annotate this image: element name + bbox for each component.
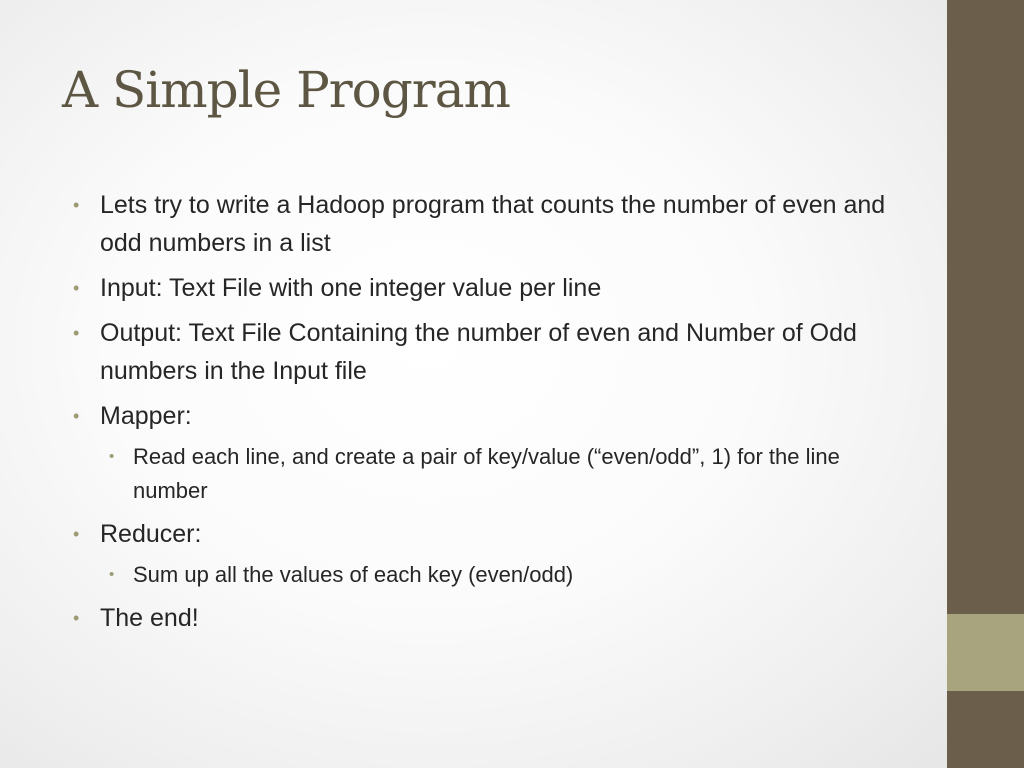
bullet-text: Read each line, and create a pair of key/value (“even/odd”, 1) for the line number [133, 444, 840, 503]
bullet-item [70, 269, 900, 307]
bullet-item [70, 314, 900, 390]
bullet-text: Reducer: [100, 520, 202, 548]
bullet-text: Mapper: [100, 402, 192, 430]
slide-title: A Simple Program [62, 61, 510, 119]
sub-bullet-item [70, 440, 900, 508]
bullet-dot-icon: • [73, 608, 80, 628]
bullet-text: Lets try to write a Hadoop program that counts the number of even and odd numbers in a list [100, 191, 886, 257]
bullet-dot-icon: • [73, 406, 80, 426]
sub-bullet-item [70, 558, 900, 592]
bullet-dot-icon: • [109, 566, 115, 583]
bullet-dot-icon: • [73, 323, 80, 343]
bullet-item [70, 186, 900, 262]
bullet-item [70, 599, 900, 637]
decorative-sidebar-accent [947, 614, 1024, 691]
bullet-dot-icon: • [109, 448, 115, 465]
bullet-list [70, 186, 900, 644]
bullet-dot-icon: • [73, 524, 80, 544]
bullet-dot-icon: • [73, 195, 80, 215]
bullet-item [70, 397, 900, 435]
bullet-dot-icon: • [73, 278, 80, 298]
bullet-text: Sum up all the values of each key (even/odd) [133, 562, 574, 587]
bullet-text: Input: Text File with one integer value per line [100, 274, 602, 302]
bullet-text: Output: Text File Containing the number of even and Number of Odd numbers in the Input file [100, 319, 857, 385]
bullet-text: The end! [100, 604, 199, 632]
bullet-item [70, 515, 900, 553]
